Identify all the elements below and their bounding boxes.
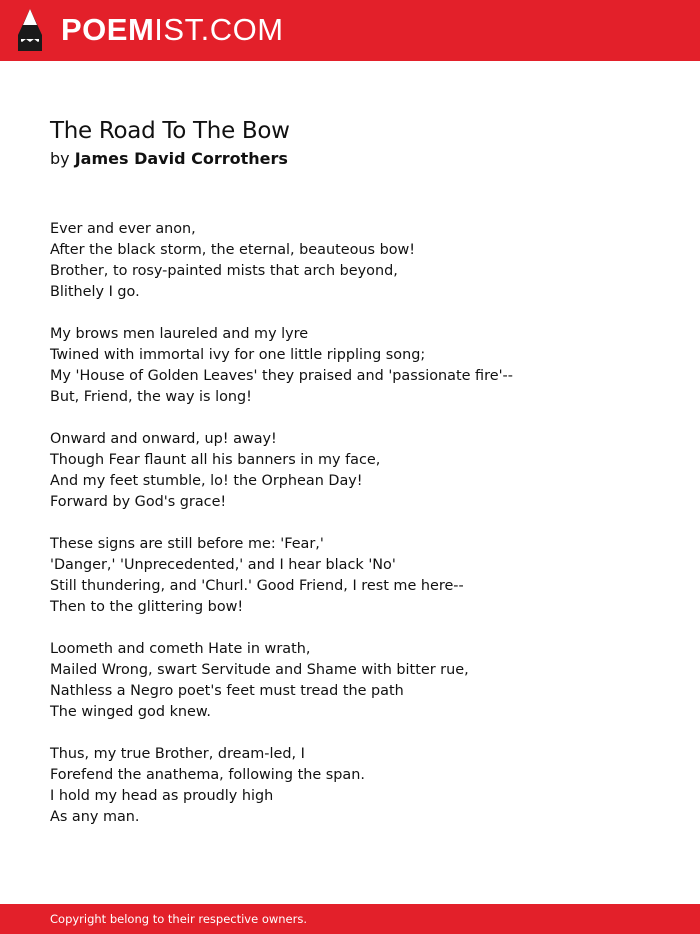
author-name: James David Corrothers [74, 149, 288, 168]
poem-line: Forefend the anathema, following the span. [50, 767, 365, 783]
poem-line: Then to the glittering bow! [50, 599, 244, 615]
poem-line: Mailed Wrong, swart Servitude and Shame with bitter rue, [50, 662, 469, 678]
site-logo[interactable] [61, 13, 284, 47]
stanza [50, 324, 670, 408]
logo-bold-text: POEM [61, 12, 155, 47]
poem-line: Loometh and cometh Hate in wrath, [50, 641, 311, 657]
poem-line: Though Fear flaunt all his banners in my face, [50, 452, 381, 468]
pencil-tip-icon [18, 9, 42, 51]
poem-line: But, Friend, the way is long! [50, 389, 252, 405]
poem-line: Onward and onward, up! away! [50, 431, 277, 447]
poem-line: Brother, to rosy-painted mists that arch beyond, [50, 263, 398, 279]
stanza [50, 429, 670, 513]
by-label: by [50, 149, 70, 168]
poem-body [50, 219, 670, 849]
poem-line: After the black storm, the eternal, beauteous bow! [50, 242, 416, 258]
poem-line: And my feet stumble, lo! the Orphean Day! [50, 473, 363, 489]
poem-title: The Road To The Bow [50, 118, 290, 144]
stanza [50, 534, 670, 618]
poem-line: As any man. [50, 809, 140, 825]
poem-line: Forward by God's grace! [50, 494, 227, 510]
poem-line: Thus, my true Brother, dream-led, I [50, 746, 305, 762]
byline [50, 148, 288, 170]
copyright-text: Copyright belong to their respective owners. [50, 912, 308, 926]
poem-line: Still thundering, and 'Churl.' Good Friend, I rest me here-- [50, 578, 464, 594]
poem-line: 'Danger,' 'Unprecedented,' and I hear black 'No' [50, 557, 396, 573]
poem-line: Nathless a Negro poet's feet must tread the path [50, 683, 404, 699]
poem-line: These signs are still before me: 'Fear,' [50, 536, 324, 552]
poem-line: I hold my head as proudly high [50, 788, 274, 804]
site-header [0, 0, 700, 61]
stanza [50, 219, 670, 303]
logo-light-text: IST.COM [154, 12, 284, 47]
poem-line: My 'House of Golden Leaves' they praised and 'passionate fire'-- [50, 368, 513, 384]
poem-line: Blithely I go. [50, 284, 140, 300]
stanza [50, 639, 670, 723]
site-footer [0, 904, 700, 934]
poem-line: The winged god knew. [50, 704, 211, 720]
poem-line: Ever and ever anon, [50, 221, 196, 237]
stanza [50, 744, 670, 828]
poem-line: My brows men laureled and my lyre [50, 326, 309, 342]
poem-line: Twined with immortal ivy for one little rippling song; [50, 347, 426, 363]
